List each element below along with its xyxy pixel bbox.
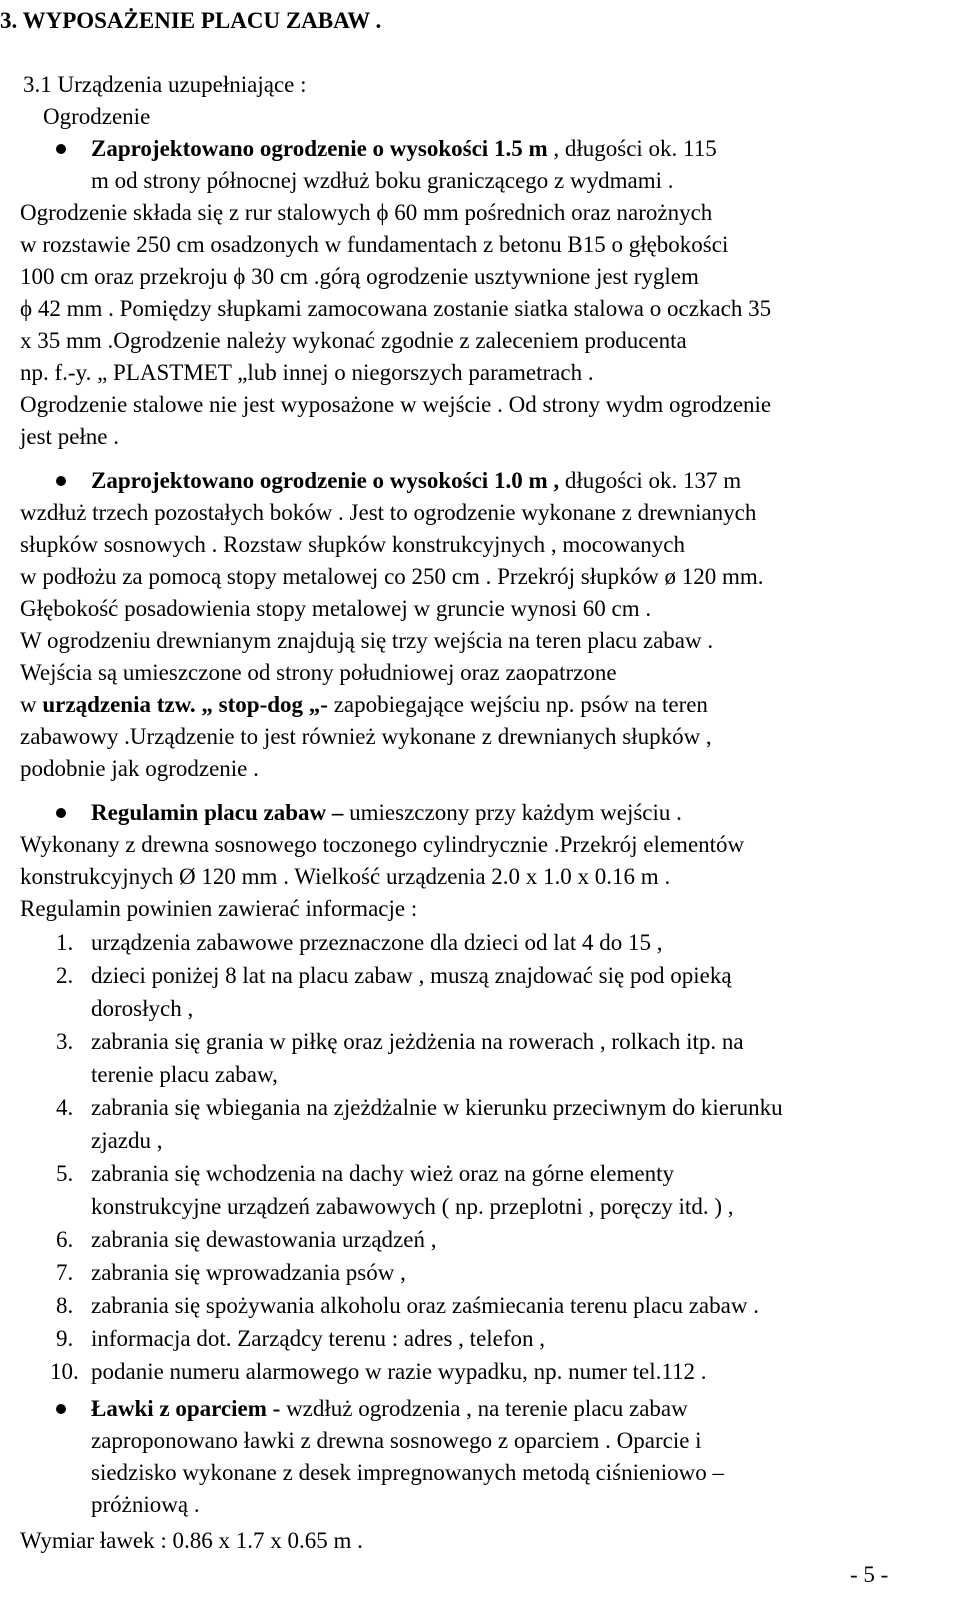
benches-line4: próżniową .	[91, 1492, 200, 1517]
fence1-line10: jest pełne .	[20, 424, 119, 449]
list-item-text: informacja dot. Zarządcy terenu : adres , telefon ,	[91, 1326, 546, 1351]
benches-line2: zaproponowano ławki z drewna sosnowego z oparciem . Oparcie i	[91, 1428, 702, 1453]
section-heading: 3. WYPOSAŻENIE PLACU ZABAW .	[0, 8, 382, 33]
fence1-line7: x 35 mm .Ogrodzenie należy wykonać zgodnie z zaleceniem producenta	[20, 328, 687, 353]
fence2-line1	[91, 466, 741, 496]
benches-line3: siedzisko wykonane z desek impregnowanych metodą ciśnieniowo –	[91, 1460, 724, 1485]
list-item-text: podanie numeru alarmowego w razie wypadku, np. numer tel.112 .	[91, 1359, 707, 1384]
list-item-text: konstrukcyjne urządzeń zabawowych ( np. przeplotni , poręczy itd. ) ,	[91, 1194, 734, 1219]
list-item-number: 8.	[56, 1293, 74, 1318]
subsection-heading: 3.1 Urządzenia uzupełniające :	[23, 72, 307, 97]
benches-bold: Ławki z oparciem -	[91, 1396, 281, 1421]
benches-rest: wzdłuż ogrodzenia , na terenie placu zabaw	[280, 1396, 688, 1421]
fence2-line6: W ogrodzeniu drewnianym znajdują się trzy wejścia na teren placu zabaw .	[20, 628, 714, 653]
fence1-line8: np. f.-y. „ PLASTMET „lub innej o niegorszych parametrach .	[20, 360, 594, 385]
bullet-icon	[56, 476, 66, 486]
fence1-line9: Ogrodzenie stalowe nie jest wyposażone w wejście . Od strony wydm ogrodzenie	[20, 392, 772, 417]
fence2-rest: długości ok. 137 m	[559, 468, 742, 493]
fence1-line5: 100 cm oraz przekroju ϕ 30 cm .górą ogrodzenie usztywnione jest ryglem	[20, 264, 699, 289]
list-item-number: 5.	[56, 1161, 74, 1186]
fence2-line8	[20, 690, 708, 720]
bullet-icon	[56, 1404, 66, 1414]
fence2-line9: zabawowy .Urządzenie to jest również wykonane z drewnianych słupków ,	[20, 724, 712, 749]
fence2-line10: podobnie jak ogrodzenie .	[20, 756, 259, 781]
fence1-bold: Zaprojektowano ogrodzenie o wysokości 1.5 m	[91, 136, 548, 161]
list-item-text: dorosłych ,	[91, 996, 194, 1021]
stop-dog-bold: urządzenia tzw. „ stop-dog „-	[42, 692, 328, 717]
benches-line1	[91, 1394, 688, 1424]
fence2-line5: Głębokość posadowienia stopy metalowej w gruncie wynosi 60 cm .	[20, 596, 652, 621]
fence1-line6: ϕ 42 mm . Pomiędzy słupkami zamocowana zostanie siatka stalowa o oczkach 35	[20, 296, 772, 321]
rules-bold: Regulamin placu zabaw –	[91, 800, 344, 825]
rules-line3: konstrukcyjnych Ø 120 mm . Wielkość urządzenia 2.0 x 1.0 x 0.16 m .	[20, 864, 671, 889]
bullet-icon	[56, 144, 66, 154]
rules-line4: Regulamin powinien zawierać informacje :	[20, 896, 418, 921]
list-item-number: 2.	[56, 963, 74, 988]
list-item-number: 1.	[56, 930, 74, 955]
list-item-text: zjazdu ,	[91, 1128, 163, 1153]
fence1-rest: , długości ok. 115	[547, 136, 717, 161]
fence1-line1	[91, 134, 717, 164]
list-item-text: zabrania się wbiegania na zjeżdżalnie w kierunku przeciwnym do kierunku	[91, 1095, 783, 1120]
fence2-line2: wzdłuż trzech pozostałych boków . Jest to ogrodzenie wykonane z drewnianych	[20, 500, 757, 525]
fence2-line3: słupków sosnowych . Rozstaw słupków konstrukcyjnych , mocowanych	[20, 532, 686, 557]
list-item-number: 4.	[56, 1095, 74, 1120]
bullet-icon	[56, 808, 66, 818]
fence1-line3: Ogrodzenie składa się z rur stalowych ϕ 60 mm pośrednich oraz narożnych	[20, 200, 713, 225]
list-item-text: zabrania się dewastowania urządzeń ,	[91, 1227, 437, 1252]
rules-line1	[91, 798, 682, 828]
list-item-number: 7.	[56, 1260, 74, 1285]
list-item-text: terenie placu zabaw,	[91, 1062, 278, 1087]
fence1-line4: w rozstawie 250 cm osadzonych w fundamentach z betonu B15 o głębokości	[20, 232, 729, 257]
list-item-number: 6.	[56, 1227, 74, 1252]
list-item-text: zabrania się wchodzenia na dachy wież oraz na górne elementy	[91, 1161, 675, 1186]
list-item-number: 9.	[56, 1326, 74, 1351]
list-item-text: zabrania się wprowadzania psów ,	[91, 1260, 406, 1285]
rules-rest: umieszczony przy każdym wejściu .	[343, 800, 682, 825]
list-item-text: zabrania się spożywania alkoholu oraz zaśmiecania terenu placu zabaw .	[91, 1293, 759, 1318]
fence-title: Ogrodzenie	[43, 104, 151, 129]
fence1-line2: m od strony północnej wzdłuż boku graniczącego z wydmami .	[91, 168, 674, 193]
list-item-text: urządzenia zabawowe przeznaczone dla dzieci od lat 4 do 15 ,	[91, 930, 663, 955]
list-item-number: 10.	[50, 1359, 79, 1384]
fence2-bold: Zaprojektowano ogrodzenie o wysokości 1.0 m ,	[91, 468, 560, 493]
list-item-number: 3.	[56, 1029, 74, 1054]
fence2-line8-c: zapobiegające wejściu np. psów na teren	[327, 692, 708, 717]
bench-dimensions: Wymiar ławek : 0.86 x 1.7 x 0.65 m .	[20, 1528, 363, 1553]
list-item-text: dzieci poniżej 8 lat na placu zabaw , muszą znajdować się pod opieką	[91, 963, 732, 988]
list-item-text: zabrania się grania w piłkę oraz jeżdżenia na rowerach , rolkach itp. na	[91, 1029, 744, 1054]
fence2-line8-a: w	[20, 692, 43, 717]
rules-line2: Wykonany z drewna sosnowego toczonego cylindrycznie .Przekrój elementów	[20, 832, 745, 857]
fence2-line4: w podłożu za pomocą stopy metalowej co 250 cm . Przekrój słupków ø 120 mm.	[20, 564, 764, 589]
page-number: - 5 -	[850, 1562, 889, 1587]
fence2-line7: Wejścia są umieszczone od strony południowej oraz zaopatrzone	[20, 660, 617, 685]
